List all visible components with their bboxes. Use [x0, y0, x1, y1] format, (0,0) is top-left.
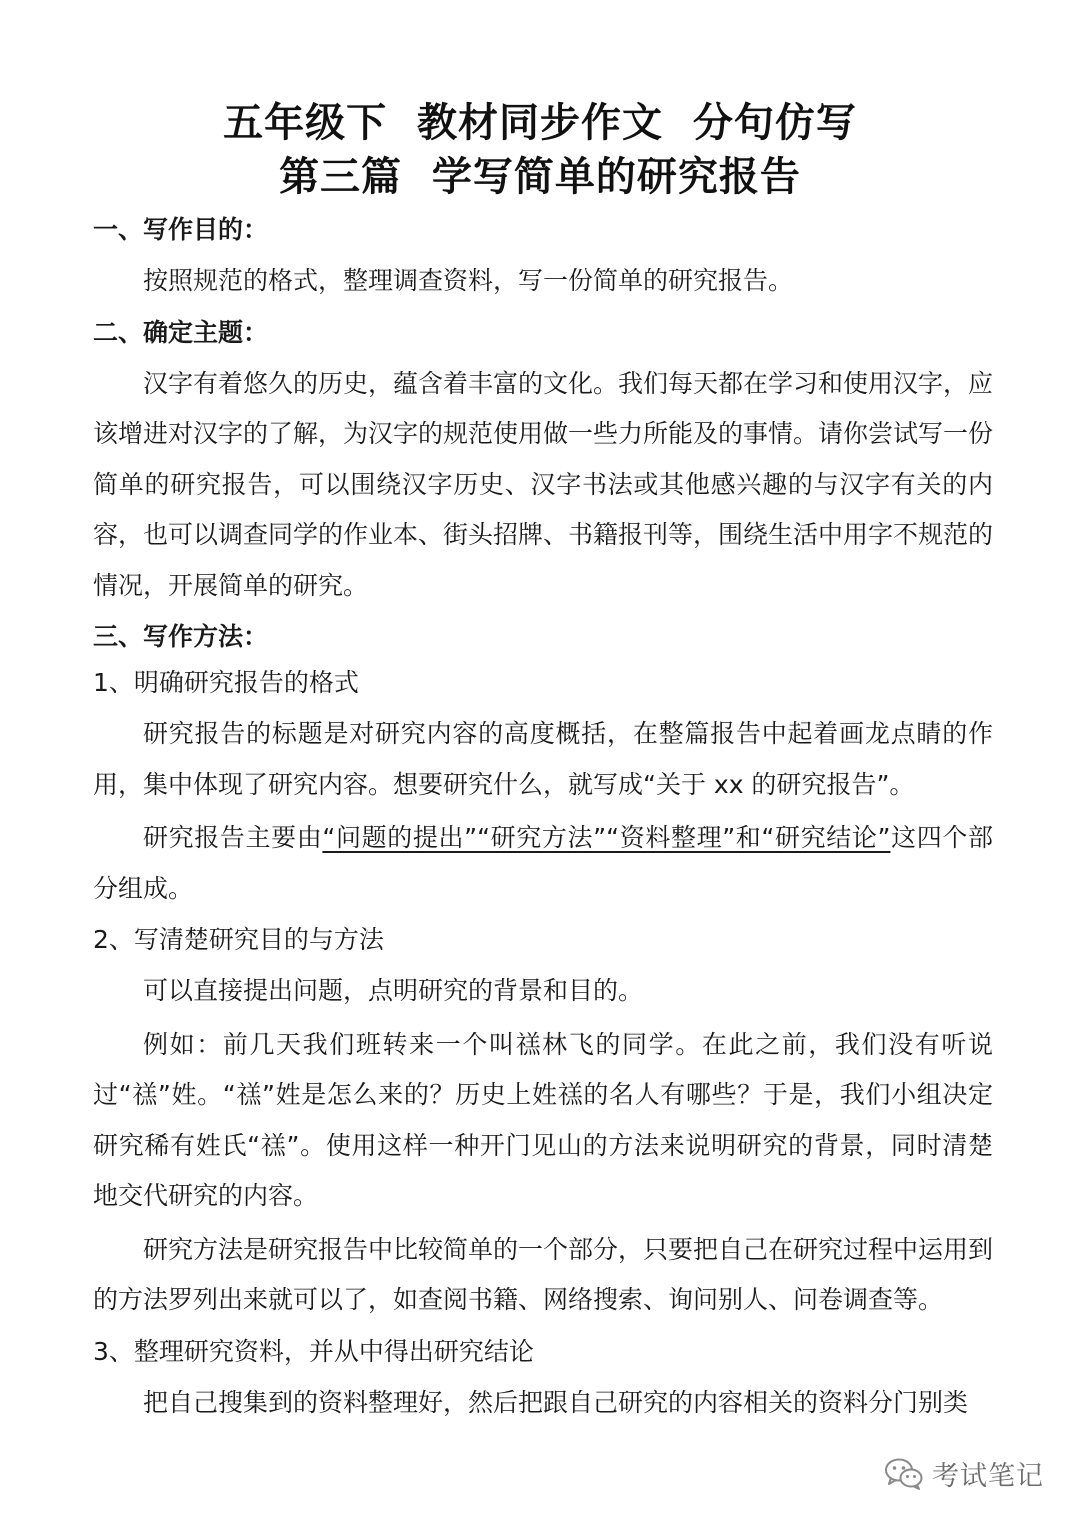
page-title: 五年级下 教材同步作文 分句仿写	[223, 100, 857, 146]
watermark	[884, 1454, 1044, 1493]
underlined-text: “问题的提出”“研究方法”“资料整理”和“研究结论”	[322, 823, 891, 852]
paragraph-format-title: 研究报告的标题是对研究内容的高度概括，在整篇报告中起着画龙点睛的作用，集中体现了研究内容。想要研究什么，就写成“关于 xx 的研究报告”。	[93, 719, 993, 799]
paragraph-purpose: 按照规范的格式，整理调查资料，写一份简单的研究报告。	[143, 266, 794, 295]
section-heading-topic: 二、确定主题：	[93, 317, 269, 347]
paragraph-research-methods: 研究方法是研究报告中比较简单的一个部分，只要把自己在研究过程中运用到的方法罗列出来就可以了，如查阅书籍、网络搜索、询问别人、问卷调查等。	[93, 1234, 994, 1314]
section-heading-method: 三、写作方法：	[93, 622, 269, 651]
section-heading-purpose: 一、写作目的：	[93, 215, 269, 244]
text-span: 这四个部分组成。	[93, 823, 993, 903]
paragraph-organize-data: 把自己搜集到的资料整理好，然后把跟自己研究的内容相关的资料分门别类	[143, 1387, 969, 1417]
subheading-organize-data: 3、整理研究资料，并从中得出研究结论	[93, 1336, 534, 1366]
subheading-purpose-method: 2、写清楚研究目的与方法	[93, 925, 384, 954]
paragraph-format-parts	[93, 813, 993, 914]
document-body	[93, 207, 993, 1431]
watermark-text: 考试笔记	[932, 1461, 1044, 1492]
wechat-icon	[884, 1457, 924, 1491]
subheading-format: 1、明确研究报告的格式	[93, 668, 359, 697]
paragraph-example: 例如：前几天我们班转来一个叫禚林飞的同学。在此之前，我们没有听说过“禚”姓。“禚”姓是怎么来的？历史上姓禚的名人有哪些？于是，我们小组决定研究稀有姓氏“禚”。使用这样一种开门见山的方法来说明研究的背景，同时清楚地交代研究的内容。	[93, 1029, 993, 1210]
paragraph-direct-question: 可以直接提出问题，点明研究的背景和目的。	[143, 976, 644, 1005]
text-span: 研究报告主要由	[143, 823, 323, 852]
paragraph-topic: 汉字有着悠久的历史，蕴含着丰富的文化。我们每天都在学习和使用汉字，应该增进对汉字的了解，为汉字的规范使用做一些力所能及的事情。请你尝试写一份简单的研究报告，可以围绕汉字历史、汉字书法或其他感兴趣的与汉字有关的内容，也可以调查同学的作业本、街头招牌、书籍报刊等，围绕生活中用字不规范的情况，开展简单的研究。	[93, 368, 994, 600]
page-subtitle: 第三篇 学写简单的研究报告	[279, 154, 801, 200]
